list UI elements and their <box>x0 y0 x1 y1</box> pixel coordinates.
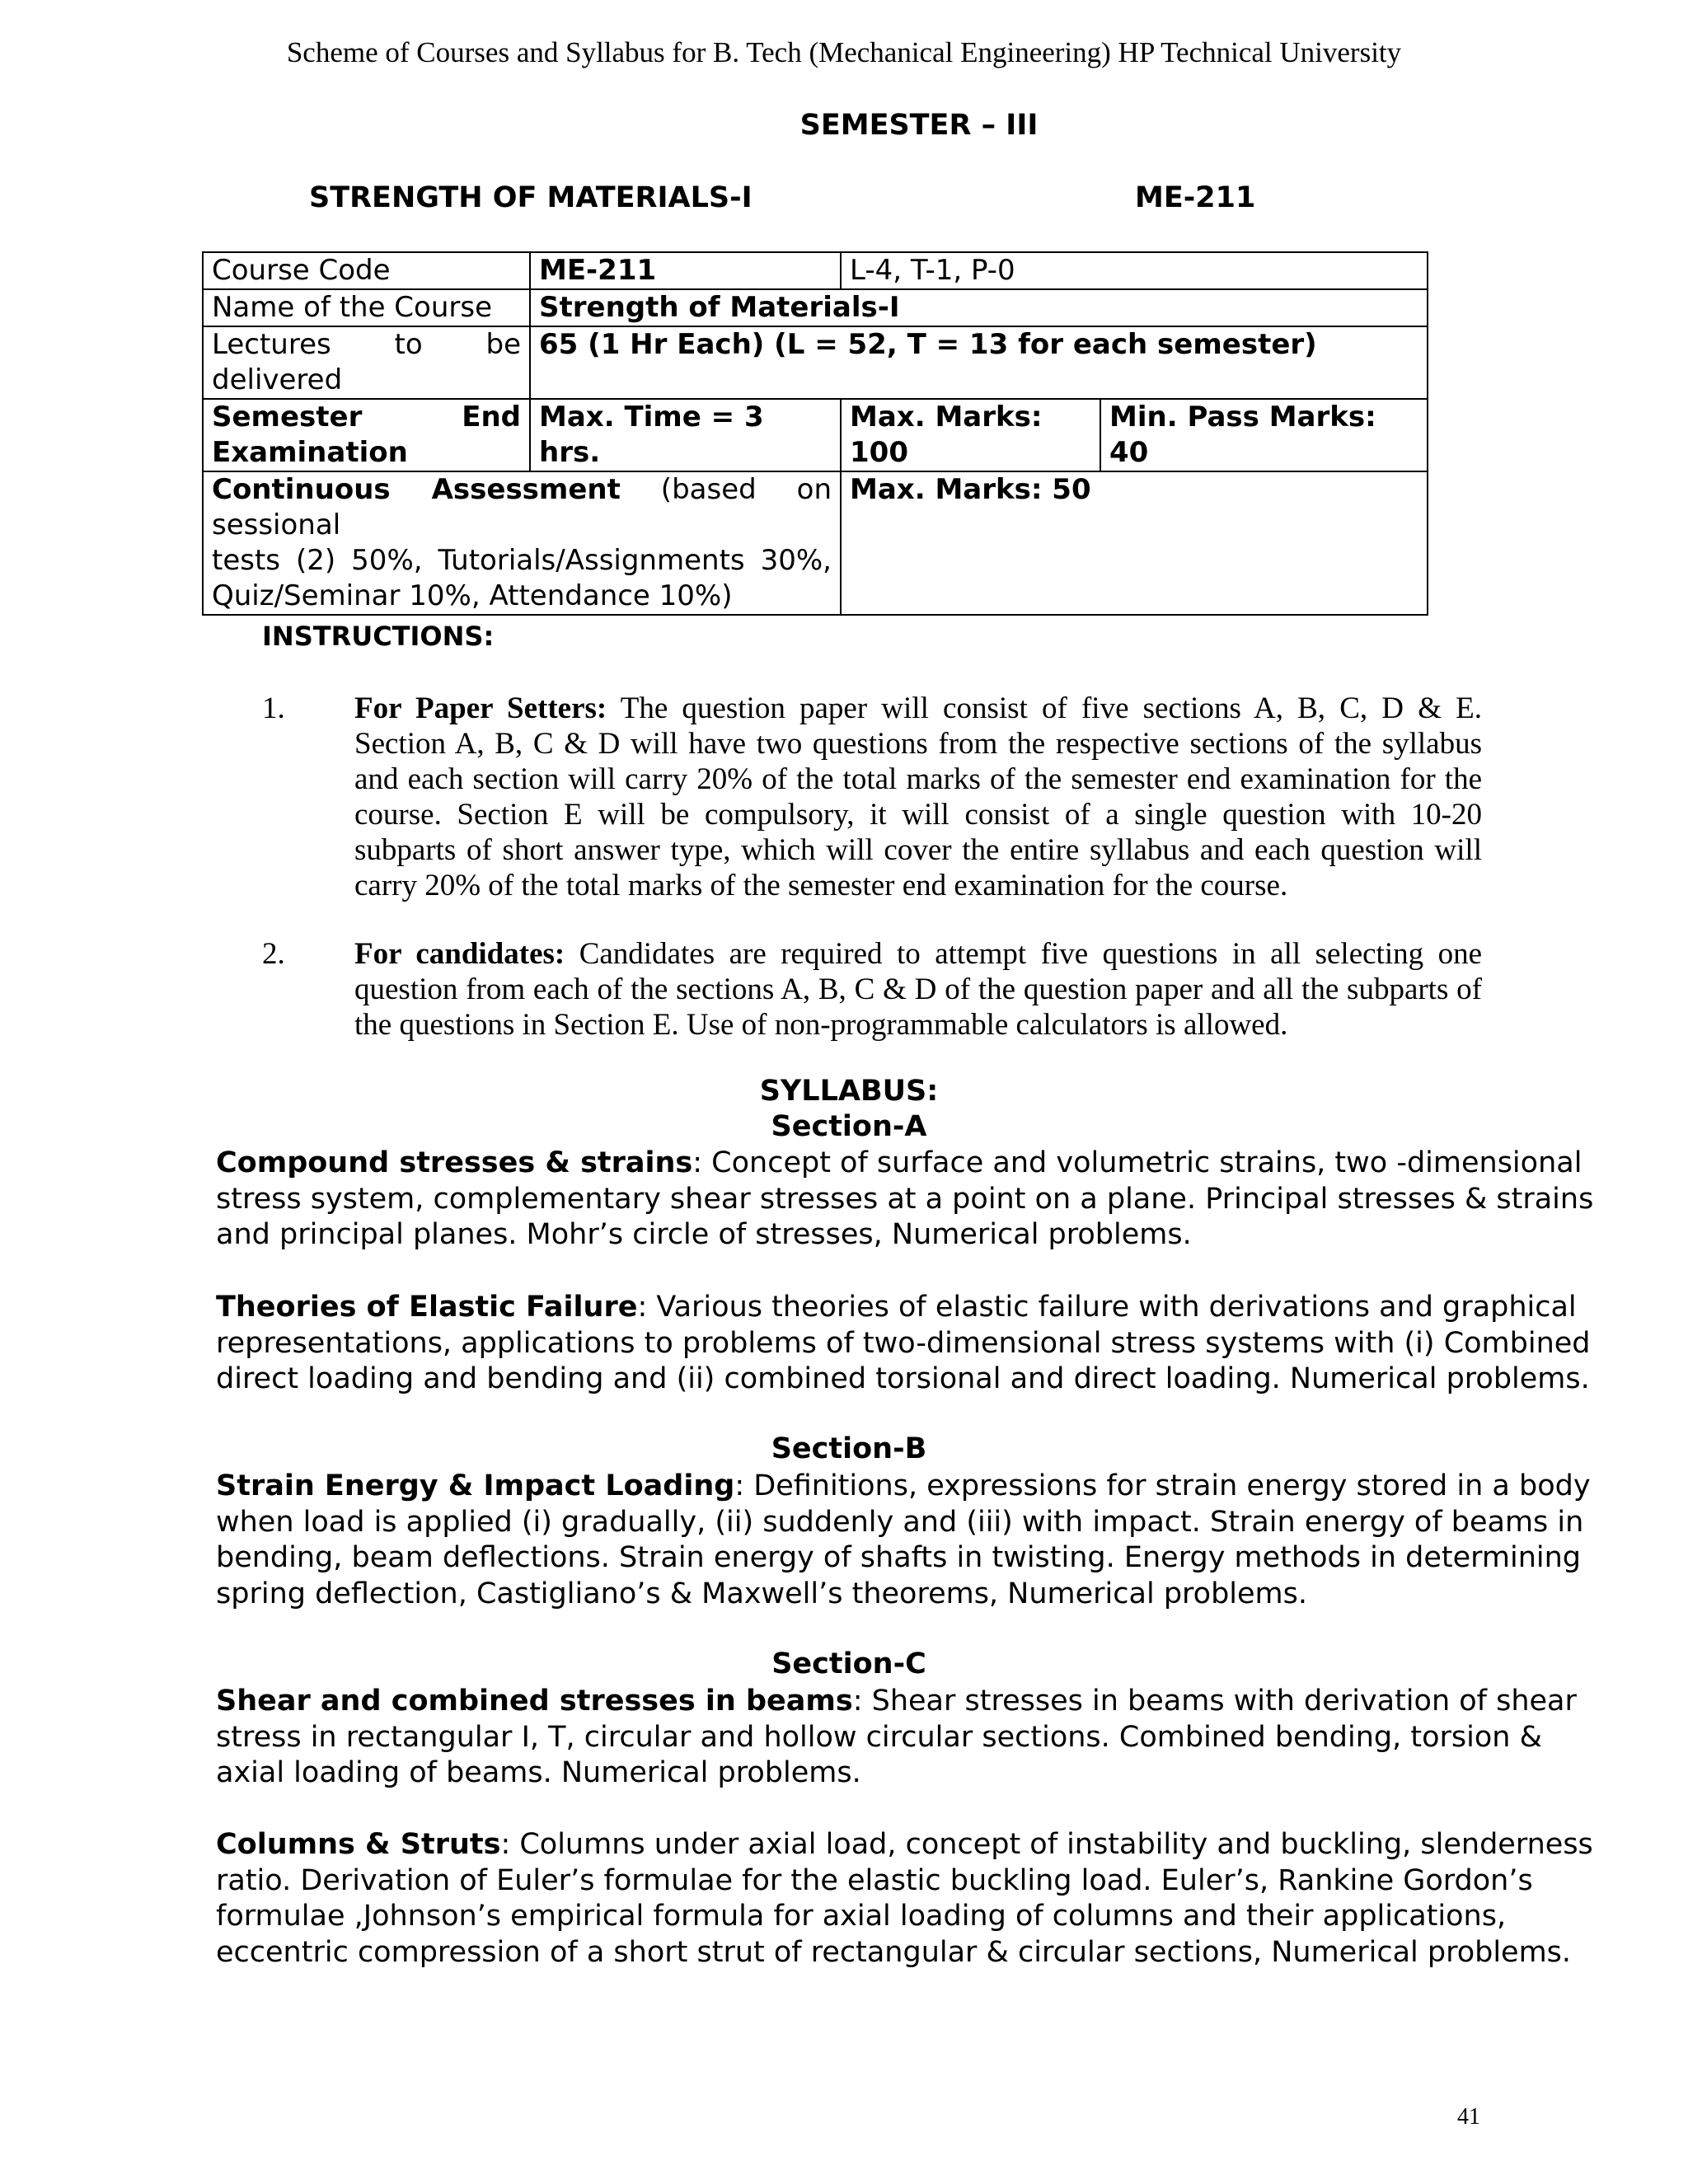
text-line: and principal planes. Mohr’s circle of stresses, Numerical problems. <box>216 1218 1192 1251</box>
table-cell-max-marks: Max. Marks: 50 <box>841 471 1428 615</box>
text-line: when load is applied (i) gradually, (ii) suddenly and (iii) with impact. Strain energy of beams in <box>216 1505 1584 1539</box>
text-line: stress system, complementary shear stresses at a point on a plane. Principal stresses & strains <box>216 1182 1594 1216</box>
syllabus-topic <box>216 1146 1594 1254</box>
instruction-text <box>354 691 1482 903</box>
label-bold: Continuous Assessment <box>212 473 621 506</box>
text-line: ratio. Derivation of Euler’s formulae for the elastic buckling load. Euler’s, Rankine Gordon’s <box>216 1863 1533 1897</box>
table-row <box>203 252 1428 289</box>
text-line: course. Section E will be compulsory, it will consist of a single question with 10-20 <box>354 798 1482 832</box>
table-row <box>203 326 1428 399</box>
instruction-number: 1. <box>262 691 285 725</box>
topic-title: Strain Energy & Impact Loading <box>216 1469 735 1502</box>
text-line: bending, beam deflections. Strain energy of shafts in twisting. Energy methods in determining <box>216 1541 1582 1574</box>
running-header: Scheme of Courses and Syllabus for B. Tech (Mechanical Engineering) HP Technical University <box>286 36 1402 68</box>
text-line <box>216 1469 1591 1505</box>
instruction-text <box>354 936 1482 1043</box>
table-cell-value: Strength of Materials-I <box>530 289 1428 326</box>
table-cell-min-pass-marks: Min. Pass Marks: 40 <box>1100 399 1428 471</box>
course-code-heading: ME-211 <box>1135 181 1256 214</box>
topic-title: Columns & Struts <box>216 1828 501 1861</box>
label-line: Quiz/Seminar 10%, Attendance 10%) <box>212 579 733 612</box>
table-cell-value: ME-211 <box>530 252 841 289</box>
syllabus-topic <box>216 1827 1593 1971</box>
label-line: Semester End <box>212 401 521 434</box>
text-run: : Columns under axial load, concept of instability and buckling, slenderness <box>500 1828 1593 1861</box>
table-row <box>203 471 1428 615</box>
text-line: direct loading and bending and (ii) combined torsional and direct loading. Numerical problems. <box>216 1362 1590 1395</box>
table-cell-label <box>203 471 841 615</box>
course-details-table <box>202 251 1428 616</box>
text-line <box>216 1827 1593 1863</box>
text-run: Candidates are required to attempt five questions in all selecting one <box>565 937 1482 971</box>
text-line: subparts of short answer type, which will cover the entire syllabus and each question will <box>354 833 1482 867</box>
section-b-heading: Section-B <box>771 1432 927 1465</box>
instructions-heading: INSTRUCTIONS: <box>262 621 495 652</box>
text-line: Section A, B, C & D will have two questions from the respective sections of the syllabus <box>354 727 1482 761</box>
text-run: : Definitions, expressions for strain energy stored in a body <box>734 1469 1591 1502</box>
instruction-number: 2. <box>262 937 285 971</box>
label-line: Examination <box>212 436 408 469</box>
syllabus-topic <box>216 1290 1591 1398</box>
text-run: The question paper will consist of five sections A, B, C, D & E. <box>607 691 1482 725</box>
text-line: the questions in Section E. Use of non-programmable calculators is allowed. <box>354 1008 1288 1042</box>
table-cell-label <box>203 399 530 471</box>
text-line <box>354 936 1482 972</box>
label-line <box>212 472 832 543</box>
table-cell-label: Course Code <box>203 252 530 289</box>
text-line: formulae ,Johnson’s empirical formula for axial loading of columns and their applications, <box>216 1900 1507 1933</box>
text-line <box>216 1290 1577 1326</box>
course-title: STRENGTH OF MATERIALS-I <box>309 181 753 214</box>
text-line: eccentric compression of a short strut of rectangular & circular sections, Numerical problems. <box>216 1935 1572 1969</box>
table-cell-label <box>203 326 530 399</box>
section-a-heading: Section-A <box>771 1110 927 1143</box>
instruction-bold: For Paper Setters: <box>354 691 607 725</box>
text-line: axial loading of beams. Numerical problems. <box>216 1756 861 1789</box>
instruction-bold: For candidates: <box>354 937 565 971</box>
semester-heading: SEMESTER – III <box>799 109 1039 142</box>
text-run: : Various theories of elastic failure with derivations and graphical <box>637 1291 1577 1324</box>
syllabus-topic <box>216 1684 1577 1792</box>
text-line <box>354 691 1482 726</box>
text-line: carry 20% of the total marks of the semester end examination for the course. <box>354 869 1288 902</box>
label-rest: (based on sessional <box>212 473 832 541</box>
topic-title: Theories of Elastic Failure <box>216 1291 638 1324</box>
table-row <box>203 289 1428 326</box>
section-c-heading: Section-C <box>771 1647 926 1680</box>
label-line: Lectures to be <box>212 328 521 361</box>
label-line: tests (2) 50%, Tutorials/Assignments 30%, <box>212 544 832 577</box>
text-line <box>216 1146 1582 1182</box>
table-cell-label: Name of the Course <box>203 289 530 326</box>
page-number: 41 <box>1457 2104 1480 2130</box>
text-line: question from each of the sections A, B, C & D of the question paper and all the subparts of <box>354 972 1482 1006</box>
text-line: and each section will carry 20% of the total marks of the semester end examination for the <box>354 762 1482 796</box>
syllabus-heading: SYLLABUS: <box>759 1075 939 1108</box>
syllabus-topic <box>216 1469 1591 1612</box>
topic-title: Compound stresses & strains <box>216 1146 693 1179</box>
text-run: : Shear stresses in beams with derivation of shear <box>852 1685 1577 1718</box>
text-run: : Concept of surface and volumetric strains, two -dimensional <box>692 1146 1582 1179</box>
table-cell-max-time: Max. Time = 3 hrs. <box>530 399 841 471</box>
table-cell-ltp: L-4, T-1, P-0 <box>841 252 1428 289</box>
text-line <box>216 1684 1577 1720</box>
table-cell-max-marks: Max. Marks: 100 <box>841 399 1100 471</box>
text-line: stress in rectangular I, T, circular and hollow circular sections. Combined bending, torsion & <box>216 1720 1542 1754</box>
table-row <box>203 399 1428 471</box>
topic-title: Shear and combined stresses in beams <box>216 1685 853 1718</box>
table-cell-value: 65 (1 Hr Each) (L = 52, T = 13 for each semester) <box>530 326 1428 399</box>
text-line: spring deflection, Castigliano’s & Maxwell’s theorems, Numerical problems. <box>216 1577 1308 1610</box>
text-line: representations, applications to problems of two-dimensional stress systems with (i) Combined <box>216 1326 1591 1360</box>
label-line: delivered <box>212 363 343 396</box>
